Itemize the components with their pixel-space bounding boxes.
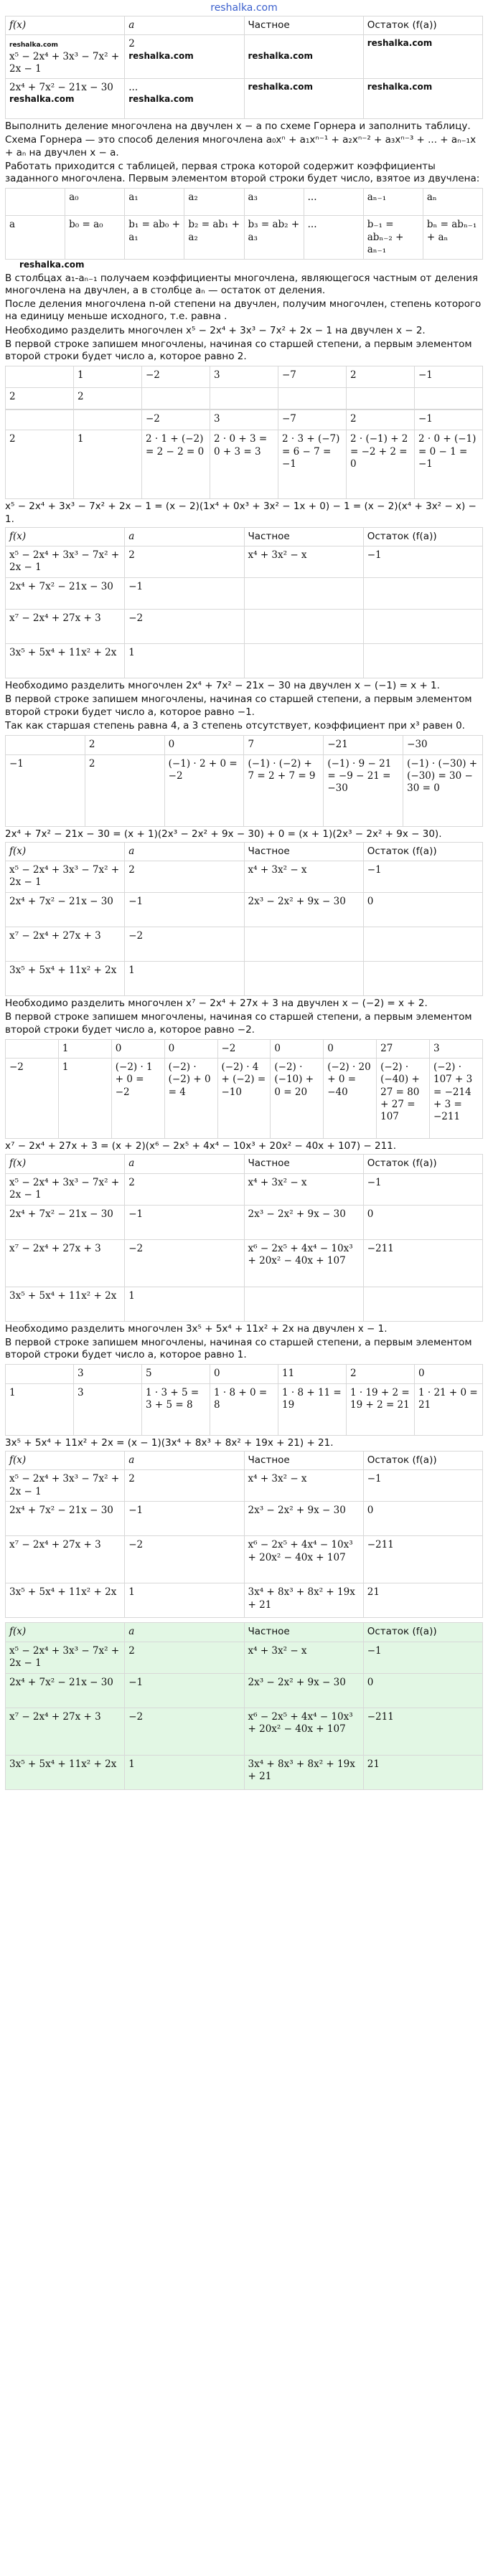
quotient-cell: x⁴ + 3x² − x [244, 861, 363, 893]
poly-cell: x⁵ − 2x⁴ + 3x³ − 7x² + 2x − 1 [6, 546, 125, 578]
poly-cell: 2x⁴ + 7x² − 21x − 30 [6, 1502, 125, 1536]
poly-cell: x⁷ − 2x⁴ + 27x + 3 [6, 1239, 125, 1287]
remainder-cell [363, 1287, 482, 1321]
cell: −2 [6, 1059, 59, 1139]
quotient-cell: x⁶ − 2x⁵ + 4x⁴ − 10x³ + 20x² − 40x + 107 [244, 1239, 363, 1287]
result-table-b [5, 842, 483, 996]
quotient-cell: x⁴ + 3x² − x [244, 1173, 363, 1205]
paragraph: В столбцах a₁-aₙ₋₁ получаем коэффициенты многочлена, являющегося частным от деления многочлена на двучлен, а в столбце aₙ — остаток от деления. [5, 272, 478, 296]
remainder-cell: 0 [363, 1502, 482, 1536]
poly-cell: x⁷ − 2x⁴ + 27x + 3 [6, 610, 125, 644]
remainder-cell [363, 962, 482, 996]
remainder-cell: −211 [363, 1708, 482, 1755]
header-a: a [125, 1155, 244, 1173]
a-cell: ... reshalka.com [125, 79, 244, 119]
cell: 5 [142, 1365, 210, 1383]
cell [74, 410, 142, 430]
a-cell: −2 [125, 1536, 244, 1583]
a-cell: −2 [125, 610, 244, 644]
result-3: x⁷ − 2x⁴ + 27x + 3 = (x + 2)(x⁶ − 2x⁵ + 4x⁴ − 10x³ + 20x² − 40x + 107) − 211. [5, 1140, 397, 1152]
horner-description: Работать приходится с таблицей, первая строка которой содержит коэффициенты заданного многочлена. Первым элементом второй строки будет число, взятое из двучлена: [5, 160, 480, 185]
cell: (−1) · 9 − 21 = −9 − 21 = −30 [324, 754, 403, 826]
cell: 3 [74, 1365, 142, 1383]
cell: 2 [74, 388, 142, 409]
a-cell: −2 [125, 927, 244, 962]
quotient-cell: reshalka.com [244, 35, 363, 79]
result-1: x⁵ − 2x⁴ + 3x³ − 7x² + 2x − 1 = (x − 2)(1x⁴ + 0x³ + 3x² − 1x + 0) − 1 = (x − 2)(x⁴ + 3x² − x) − 1. [5, 501, 477, 525]
header-a: a [125, 1451, 244, 1469]
poly-cell: x⁷ − 2x⁴ + 27x + 3 [6, 927, 125, 962]
remainder-cell: −1 [363, 1173, 482, 1205]
remainder-cell: 0 [363, 1205, 482, 1239]
cell: 2 · 3 + (−7) = 6 − 7 = −1 [278, 430, 347, 499]
header-quotient: Частное [244, 1155, 363, 1173]
site-header-link[interactable]: reshalka.com [210, 2, 278, 14]
cell: (−1) · (−30) + (−30) = 30 − 30 = 0 [403, 754, 483, 826]
cell: (−2) · (−2) + 0 = 4 [164, 1059, 217, 1139]
task-text: Выполнить деление многочлена на двучлен x − a по схеме Горнера и заполнить таблицу. [5, 120, 471, 133]
poly-cell: x⁵ − 2x⁴ + 3x³ − 7x² + 2x − 1 [6, 1173, 125, 1205]
remainder-cell: −1 [363, 1470, 482, 1502]
quotient-cell [244, 644, 363, 678]
paragraph: В первой строке запишем многочлены, начиная со старшей степени, а первым элементом второй строки будет число a, которое равно 2. [5, 338, 472, 363]
paragraph: Необходимо разделить многочлен 3x⁵ + 5x⁴ + 11x² + 2x на двучлен x − 1. [5, 1322, 388, 1335]
cell [210, 388, 278, 409]
cell: 3 [430, 1039, 483, 1058]
header-remainder: Остаток (f(a)) [363, 1451, 482, 1469]
quotient-cell: x⁶ − 2x⁵ + 4x⁴ − 10x³ + 20x² − 40x + 107 [244, 1708, 363, 1755]
remainder-cell: reshalka.com [363, 35, 482, 79]
cell: 2 [347, 1365, 415, 1383]
quotient-cell [244, 962, 363, 996]
header-fx: f(x) [6, 1451, 125, 1469]
cell: 2 · (−1) + 2 = −2 + 2 = 0 [347, 430, 415, 499]
quotient-cell: 2x³ − 2x² + 9x − 30 [244, 893, 363, 927]
general-scheme-table [5, 188, 483, 260]
cell: 2 [6, 388, 74, 409]
gen-head [6, 189, 65, 216]
remainder-cell: −211 [363, 1536, 482, 1583]
poly-cell: 3x⁵ + 5x⁴ + 11x² + 2x [6, 962, 125, 996]
cell [6, 736, 85, 754]
cell: 2 [85, 754, 164, 826]
cell: 2 · 1 + (−2) = 2 − 2 = 0 [142, 430, 210, 499]
poly-cell: 2x⁴ + 7x² − 21x − 30 [6, 1205, 125, 1239]
a-cell: −1 [125, 1673, 244, 1708]
a-cell: −1 [125, 1502, 244, 1536]
header-fx: f(x) [6, 1623, 125, 1642]
cell: −2 [217, 1039, 271, 1058]
quotient-cell: x⁴ + 3x² − x [244, 1470, 363, 1502]
cell: −2 [142, 366, 210, 388]
header-a: a [125, 16, 244, 35]
cell: 2 · 0 + 3 = 0 + 3 = 3 [210, 430, 278, 499]
cell: 1 · 3 + 5 = 3 + 5 = 8 [142, 1383, 210, 1435]
remainder-cell: −1 [363, 861, 482, 893]
gen-cell: b₂ = ab₁ + a₂ [184, 216, 244, 260]
a-cell: −1 [125, 893, 244, 927]
cell: 1 · 21 + 0 = 21 [415, 1383, 483, 1435]
header-quotient: Частное [244, 842, 363, 861]
header-fx: f(x) [6, 842, 125, 861]
cell: 1 [58, 1059, 111, 1139]
quotient-cell [244, 1287, 363, 1321]
cell [6, 410, 74, 430]
cell: (−2) · 1 + 0 = −2 [111, 1059, 164, 1139]
cell: 27 [377, 1039, 430, 1058]
gen-cell: ... [304, 216, 363, 260]
result-table-d [5, 1451, 483, 1618]
quotient-cell: x⁴ + 3x² − x [244, 1642, 363, 1673]
header-fx: f(x) [6, 16, 125, 35]
a-cell: 2 [125, 861, 244, 893]
cell: (−1) · 2 + 0 = −2 [164, 754, 244, 826]
poly-cell: 3x⁵ + 5x⁴ + 11x² + 2x [6, 1755, 125, 1789]
watermark: reshalka.com [19, 260, 85, 270]
cell: 11 [278, 1365, 347, 1383]
header-remainder: Остаток (f(a)) [363, 1155, 482, 1173]
a-cell: −1 [125, 1205, 244, 1239]
horner-table-4 [5, 1364, 483, 1435]
poly-cell: 2x⁴ + 7x² − 21x − 30 [6, 893, 125, 927]
gen-cell: b₁ = ab₀ + a₁ [125, 216, 184, 260]
paragraph: В первой строке запишем многочлены, начиная со старшей степени, а первым элементом второй строки будет число a, которое равно −1. [5, 693, 472, 718]
paragraph: В первой строке запишем многочлены, начиная со старшей степени, а первым элементом второй строки будет число a, которое равно 1. [5, 1336, 472, 1361]
poly-cell: 3x⁵ + 5x⁴ + 11x² + 2x [6, 644, 125, 678]
header-fx: f(x) [6, 1155, 125, 1173]
task-table [5, 16, 483, 119]
poly-cell: 3x⁵ + 5x⁴ + 11x² + 2x [6, 1583, 125, 1618]
a-cell: 2 reshalka.com [125, 35, 244, 79]
cell: −1 [415, 410, 483, 430]
quotient-cell: x⁴ + 3x² − x [244, 546, 363, 578]
a-cell: 2 [125, 1642, 244, 1673]
poly-cell: 2x⁴ + 7x² − 21x − 30 [6, 578, 125, 610]
header-fx: f(x) [6, 527, 125, 546]
cell: (−2) · (−40) + 27 = 80 + 27 = 107 [377, 1059, 430, 1139]
poly-cell: x⁵ − 2x⁴ + 3x³ − 7x² + 2x − 1 [6, 861, 125, 893]
cell: −7 [278, 366, 347, 388]
gen-head: a₁ [125, 189, 184, 216]
paragraph: Так как старшая степень равна 4, а 3 степень отсутствует, коэффициент при x³ равен 0. [5, 720, 465, 731]
a-cell: −1 [125, 578, 244, 610]
cell: 1 [6, 1383, 74, 1435]
cell: 2 [347, 366, 415, 388]
gen-head: ... [304, 189, 363, 216]
cell: (−2) · 107 + 3 = −214 + 3 = −211 [430, 1059, 483, 1139]
remainder-cell: 21 [363, 1755, 482, 1789]
gen-head: aₙ₋₁ [363, 189, 423, 216]
quotient-cell: 2x³ − 2x² + 9x − 30 [244, 1673, 363, 1708]
cell: −21 [324, 736, 403, 754]
cell [6, 366, 74, 388]
header-a: a [125, 842, 244, 861]
a-cell: 2 [125, 1470, 244, 1502]
cell: 2 [85, 736, 164, 754]
poly-cell: 3x⁵ + 5x⁴ + 11x² + 2x [6, 1287, 125, 1321]
result-table-a [5, 527, 483, 678]
a-cell: 2 [125, 546, 244, 578]
remainder-cell: 0 [363, 1673, 482, 1708]
cell: 1 · 19 + 2 = 19 + 2 = 21 [347, 1383, 415, 1435]
cell: −2 [142, 410, 210, 430]
a-cell: −2 [125, 1239, 244, 1287]
gen-head: a₂ [184, 189, 244, 216]
remainder-cell: 0 [363, 893, 482, 927]
paragraph: Необходимо разделить многочлен 2x⁴ + 7x² − 21x − 30 на двучлен x − (−1) = x + 1. [5, 680, 440, 692]
horner-table-3 [5, 1039, 483, 1139]
header-quotient: Частное [244, 1451, 363, 1469]
header-a: a [125, 527, 244, 546]
a-cell: 1 [125, 962, 244, 996]
quotient-cell: 3x⁴ + 8x³ + 8x² + 19x + 21 [244, 1583, 363, 1618]
remainder-cell [363, 578, 482, 610]
cell: −1 [6, 754, 85, 826]
remainder-cell: −211 [363, 1239, 482, 1287]
gen-head: a₃ [244, 189, 304, 216]
header-remainder: Остаток (f(a)) [363, 16, 482, 35]
header-quotient: Частное [244, 527, 363, 546]
cell: 0 [324, 1039, 377, 1058]
horner-table-1-mid [5, 409, 483, 499]
header-quotient: Частное [244, 1623, 363, 1642]
cell [347, 388, 415, 409]
cell: 2 · 0 + (−1) = 0 − 1 = −1 [415, 430, 483, 499]
paragraph: В первой строке запишем многочлены, начиная со старшей степени, а первым элементом второй строки будет число a, которое равно −2. [5, 1011, 472, 1036]
cell: 1 [74, 366, 142, 388]
poly-cell: x⁵ − 2x⁴ + 3x³ − 7x² + 2x − 1 [6, 1642, 125, 1673]
result-2: 2x⁴ + 7x² − 21x − 30 = (x + 1)(2x³ − 2x² + 9x − 30) + 0 = (x + 1)(2x³ − 2x² + 9x − 30). [5, 828, 442, 840]
cell: 0 [111, 1039, 164, 1058]
cell [278, 388, 347, 409]
paragraph: Необходимо разделить многочлен x⁷ − 2x⁴ + 27x + 3 на двучлен x − (−2) = x + 2. [5, 998, 428, 1010]
cell: 2 [6, 430, 74, 499]
cell: 3 [210, 410, 278, 430]
poly-cell: 2x⁴ + 7x² − 21x − 30 reshalka.com [6, 79, 125, 119]
horner-table-2 [5, 735, 483, 826]
quotient-cell [244, 610, 363, 644]
quotient-cell: x⁶ − 2x⁵ + 4x⁴ − 10x³ + 20x² − 40x + 107 [244, 1536, 363, 1583]
remainder-cell: 21 [363, 1583, 482, 1618]
cell: 1 [58, 1039, 111, 1058]
header-remainder: Остаток (f(a)) [363, 842, 482, 861]
cell [415, 388, 483, 409]
cell: 3 [210, 366, 278, 388]
answer-table [5, 1622, 483, 1789]
gen-cell: b₋₁ = abₙ₋₂ + aₙ₋₁ [363, 216, 423, 260]
cell: 1 · 8 + 11 = 19 [278, 1383, 347, 1435]
gen-cell: bₙ = abₙ₋₁ + aₙ [423, 216, 482, 260]
cell: 1 [74, 430, 142, 499]
poly-cell: x⁷ − 2x⁴ + 27x + 3 [6, 1708, 125, 1755]
cell: 3 [74, 1383, 142, 1435]
paragraph: После деления многочлена n-ой степени на двучлен, получим многочлен, степень которого на единицу меньше исходного, т.е. равна . [5, 298, 482, 323]
header-a: a [125, 1623, 244, 1642]
a-cell: 1 [125, 1287, 244, 1321]
poly-cell: x⁷ − 2x⁴ + 27x + 3 [6, 1536, 125, 1583]
remainder-cell [363, 644, 482, 678]
a-cell: 1 [125, 1755, 244, 1789]
gen-head: a₀ [65, 189, 125, 216]
remainder-cell [363, 927, 482, 962]
result-table-c [5, 1154, 483, 1321]
horner-table-1-head [5, 366, 483, 409]
remainder-cell [363, 610, 482, 644]
remainder-cell: −1 [363, 1642, 482, 1673]
a-cell: −2 [125, 1708, 244, 1755]
cell: 2 [347, 410, 415, 430]
a-cell: 1 [125, 1583, 244, 1618]
cell: 0 [164, 1039, 217, 1058]
gen-cell: b₃ = ab₂ + a₃ [244, 216, 304, 260]
cell: (−2) · 4 + (−2) = −10 [217, 1059, 271, 1139]
cell: 0 [210, 1365, 278, 1383]
cell: −7 [278, 410, 347, 430]
header-remainder: Остаток (f(a)) [363, 1623, 482, 1642]
quotient-cell: 2x³ − 2x² + 9x − 30 [244, 1205, 363, 1239]
remainder-cell: −1 [363, 546, 482, 578]
cell: 7 [244, 736, 324, 754]
result-4: 3x⁵ + 5x⁴ + 11x² + 2x = (x − 1)(3x⁴ + 8x³ + 8x² + 19x + 21) + 21. [5, 1436, 334, 1449]
horner-definition: Схема Горнера — это способ деления многочлена a₀xⁿ + a₁xⁿ⁻¹ + a₂xⁿ⁻² + a₃xⁿ⁻³ + ... + aₙ₋₁x + aₙ на двучлен x − a. [5, 134, 477, 158]
cell: 0 [271, 1039, 324, 1058]
poly-cell: 2x⁴ + 7x² − 21x − 30 [6, 1673, 125, 1708]
cell: −30 [403, 736, 483, 754]
cell [6, 1365, 74, 1383]
cell: 0 [415, 1365, 483, 1383]
gen-cell: a [6, 216, 65, 260]
remainder-cell: reshalka.com [363, 79, 482, 119]
quotient-cell [244, 927, 363, 962]
a-cell: 2 [125, 1173, 244, 1205]
header-remainder: Остаток (f(a)) [363, 527, 482, 546]
cell [142, 388, 210, 409]
header-quotient: Частное [244, 16, 363, 35]
paragraph: Необходимо разделить многочлен x⁵ − 2x⁴ + 3x³ − 7x² + 2x − 1 на двучлен x − 2. [5, 324, 426, 336]
quotient-cell [244, 578, 363, 610]
cell: 1 · 8 + 0 = 8 [210, 1383, 278, 1435]
cell: −1 [415, 366, 483, 388]
cell: (−1) · (−2) + 7 = 2 + 7 = 9 [244, 754, 324, 826]
cell: (−2) · 20 + 0 = −40 [324, 1059, 377, 1139]
quotient-cell: 3x⁴ + 8x³ + 8x² + 19x + 21 [244, 1755, 363, 1789]
cell [6, 1039, 59, 1058]
a-cell: 1 [125, 644, 244, 678]
poly-cell: x⁵ − 2x⁴ + 3x³ − 7x² + 2x − 1 [6, 1470, 125, 1502]
quotient-cell: 2x³ − 2x² + 9x − 30 [244, 1502, 363, 1536]
quotient-cell: reshalka.com [244, 79, 363, 119]
poly-cell: reshalka.com x⁵ − 2x⁴ + 3x³ − 7x² + 2x − 1 [6, 35, 125, 79]
cell: (−2) · (−10) + 0 = 20 [271, 1059, 324, 1139]
gen-head: aₙ [423, 189, 482, 216]
gen-cell: b₀ = a₀ [65, 216, 125, 260]
cell: 0 [164, 736, 244, 754]
